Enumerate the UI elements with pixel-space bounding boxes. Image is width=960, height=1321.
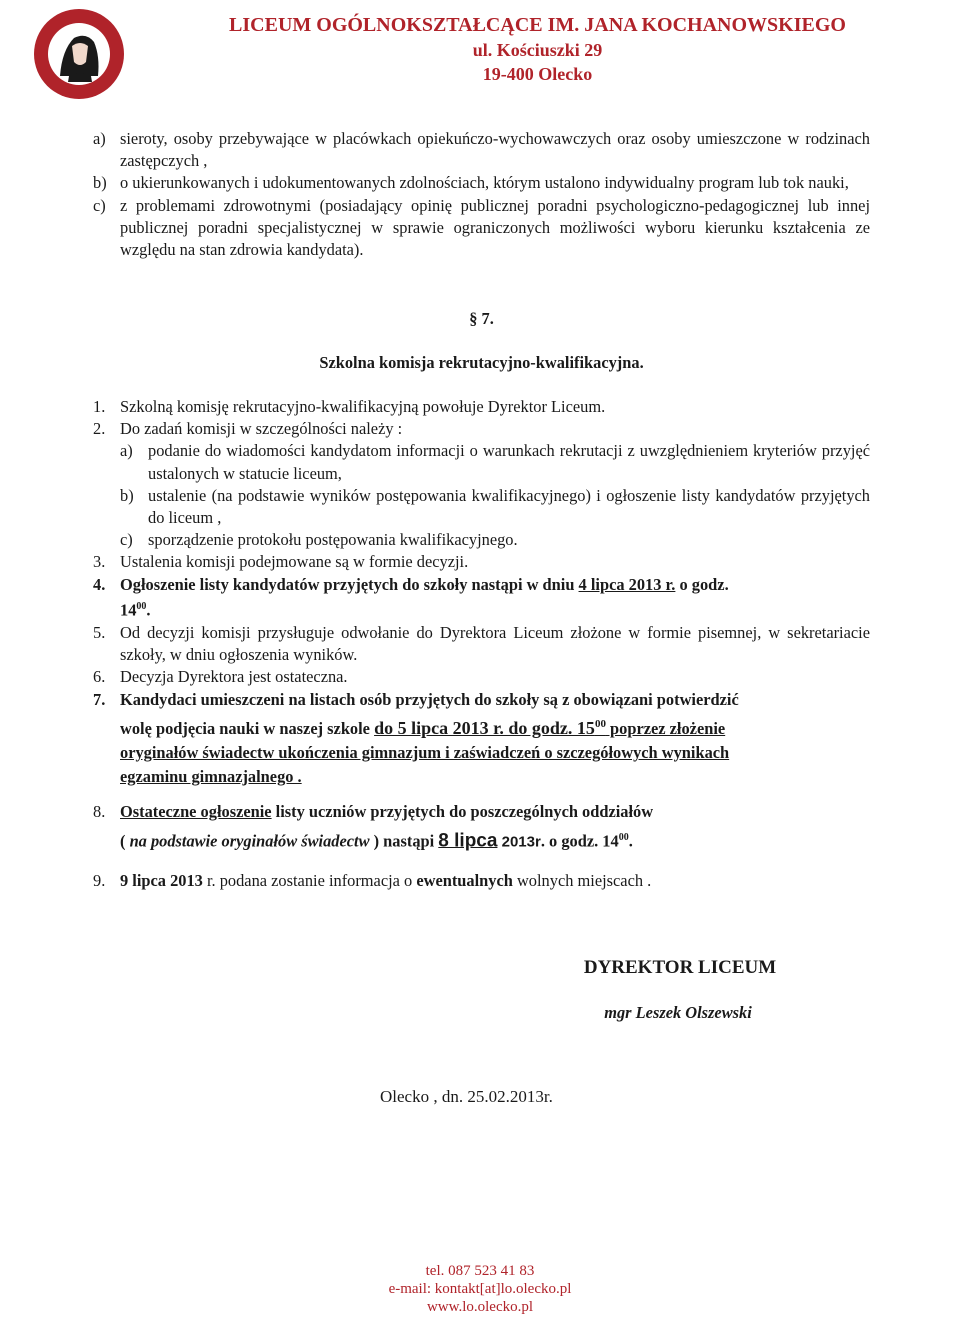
- rule-1: [93, 396, 870, 418]
- item-text: Ustalenia komisji podejmowane są w formie decyzji.: [120, 552, 469, 572]
- item-number: 8.: [93, 802, 106, 821]
- deadline-minutes: 00: [594, 718, 606, 731]
- item-label: a): [93, 129, 106, 148]
- rule-9: [93, 870, 870, 892]
- basis-note: na podstawie oryginałów świadectw: [129, 831, 370, 851]
- section-number: § 7.: [469, 309, 494, 328]
- school-name: LICEUM OGÓLNOKSZTAŁCĄCE IM. JANA KOCHANOWSKIEGO: [229, 14, 846, 36]
- rules-list: [93, 396, 870, 789]
- announcement-minutes: 00: [136, 600, 147, 612]
- rule-2c: [93, 529, 870, 551]
- item-text: Ogłoszenie listy kandydatów przyjętych do szkoły nastąpi w dniu: [120, 574, 579, 594]
- rule-9-line: [93, 870, 870, 892]
- school-street: ul. Kościuszki 29: [472, 40, 603, 60]
- rule-7-text-c: poprzez złożenie: [605, 719, 726, 739]
- section-title: Szkolna komisja rekrutacyjno-kwalifikacyjna.: [319, 353, 644, 372]
- rule-9-emphasis: ewentualnych: [416, 871, 513, 890]
- rule-7-line-4: egzaminu gimnazjalnego .: [120, 767, 302, 787]
- intro-list: [93, 128, 870, 261]
- intro-item-c: [93, 195, 870, 262]
- item-text: podanie do wiadomości kandydatom informacji o warunkach rekrutacji z uwzględnieniem kryteriów przyjęć ustalonych w statucie liceum,: [148, 441, 870, 483]
- item-number: 2.: [93, 419, 106, 439]
- item-number: 1.: [93, 397, 106, 416]
- rule-3: [93, 551, 870, 573]
- item-text: sieroty, osoby przebywające w placówkach opiekuńczo-wychowawczych oraz osoby umieszczone w rodzinach zastępczych ,: [120, 129, 870, 171]
- item-dot: .: [628, 831, 633, 851]
- item-number: 5.: [93, 622, 106, 642]
- item-text-end: o godz.: [675, 574, 729, 594]
- item-text: Decyzja Dyrektora jest ostateczna.: [120, 666, 348, 686]
- footer-email[interactable]: e-mail: kontakt[at]lo.olecko.pl: [388, 1281, 572, 1297]
- rule-8: [93, 799, 870, 855]
- announcement-date: 4 lipca 2013 r.: [578, 574, 676, 594]
- item-label: c): [93, 195, 106, 215]
- item-label: a): [120, 441, 133, 461]
- final-announcement-label: Ostateczne ogłoszenie: [120, 802, 272, 821]
- place-date: Olecko , dn. 25.02.2013r.: [380, 1087, 553, 1106]
- rule-8-line-1: [93, 799, 870, 825]
- rule-7-line-2: [120, 712, 870, 741]
- school-city: 19-400 Olecko: [482, 64, 593, 84]
- item-label: b): [120, 485, 134, 505]
- item-text: o ukierunkowanych i udokumentowanych zdolnościach, którym ustalono indywidualny program lub tok nauki,: [120, 173, 849, 193]
- item-number: 4.: [93, 574, 106, 594]
- rule-2a: [93, 440, 870, 484]
- rule-5: [93, 622, 870, 666]
- final-year: 2013r: [497, 833, 541, 851]
- final-minutes: 00: [618, 832, 629, 843]
- rule-7-text-a: wolę podjęcia nauki w naszej szkole: [120, 719, 375, 739]
- rule-8-line-2: [93, 825, 870, 855]
- rule-2: [93, 418, 870, 440]
- rule-7-line-1: Kandydaci umieszczeni na listach osób przyjętych do szkoły są z obowiązani potwierdzić: [120, 690, 739, 710]
- rule-7-line-3: oryginałów świadectw ukończenia gimnazjum i zaświadczeń o szczegółowych wynikach: [120, 743, 730, 763]
- item-number: 3.: [93, 552, 106, 572]
- rule-7: [93, 688, 870, 789]
- footer-website[interactable]: www.lo.olecko.pl: [426, 1299, 534, 1315]
- rule-9-text: r. podana zostanie informacja o: [202, 871, 417, 890]
- footer-phone: tel. 087 523 41 83: [425, 1263, 535, 1279]
- rule-8-verb: ) nastąpi: [369, 831, 439, 851]
- vacancy-date: 9 lipca 2013: [120, 871, 203, 890]
- final-hour: . o godz. 14: [540, 831, 619, 851]
- rule-6: [93, 666, 870, 688]
- item-text: sporządzenie protokołu postępowania kwalifikacyjnego.: [148, 530, 518, 550]
- item-text: Szkolną komisję rekrutacyjno-kwalifikacyjną powołuje Dyrektor Liceum.: [120, 397, 606, 416]
- confirmation-deadline: [374, 718, 606, 738]
- announcement-hour: 14: [120, 600, 137, 620]
- item-number: 6.: [93, 666, 106, 686]
- final-date: 8 lipca: [438, 830, 498, 852]
- item-label: b): [93, 173, 107, 193]
- intro-item-b: [93, 172, 870, 194]
- paren-open: (: [120, 831, 130, 851]
- rule-4: [93, 574, 870, 622]
- item-text: Do zadań komisji w szczególności należy :: [120, 419, 403, 439]
- deadline-text: do 5 lipca 2013 r. do godz. 15: [374, 718, 595, 739]
- item-dot: .: [146, 600, 151, 620]
- item-text: ustalenie (na podstawie wyników postępowania kwalifikacyjnego) i ogłoszenie listy kandydatów przyjętych do liceum ,: [148, 485, 870, 528]
- rule-9-end: wolnych miejscach .: [512, 871, 652, 890]
- intro-item-a: [93, 128, 870, 172]
- item-number: 7.: [93, 690, 106, 710]
- item-text: z problemami zdrowotnymi (posiadający opinię publicznej poradni psychologiczno-pedagogicznej lub innej publicznej poradni specjalistycznej w sprawie ograniczonych możliwości wyboru kierunku kształcenia ze względu na stan zdrowia kandydata).: [120, 195, 870, 260]
- rule-8-text: listy uczniów przyjętych do poszczególnych oddziałów: [271, 802, 654, 821]
- item-label: c): [120, 530, 133, 550]
- signature-name: mgr Leszek Olszewski: [604, 1003, 752, 1022]
- signature-role: DYREKTOR LICEUM: [583, 957, 777, 978]
- rule-2b: [93, 485, 870, 529]
- item-number: 9.: [93, 871, 106, 890]
- item-text: Od decyzji komisji przysługuje odwołanie do Dyrektora Liceum złożone w formie pisemnej, w sekretariacie szkoły, w dniu ogłoszenia wyników.: [120, 622, 870, 664]
